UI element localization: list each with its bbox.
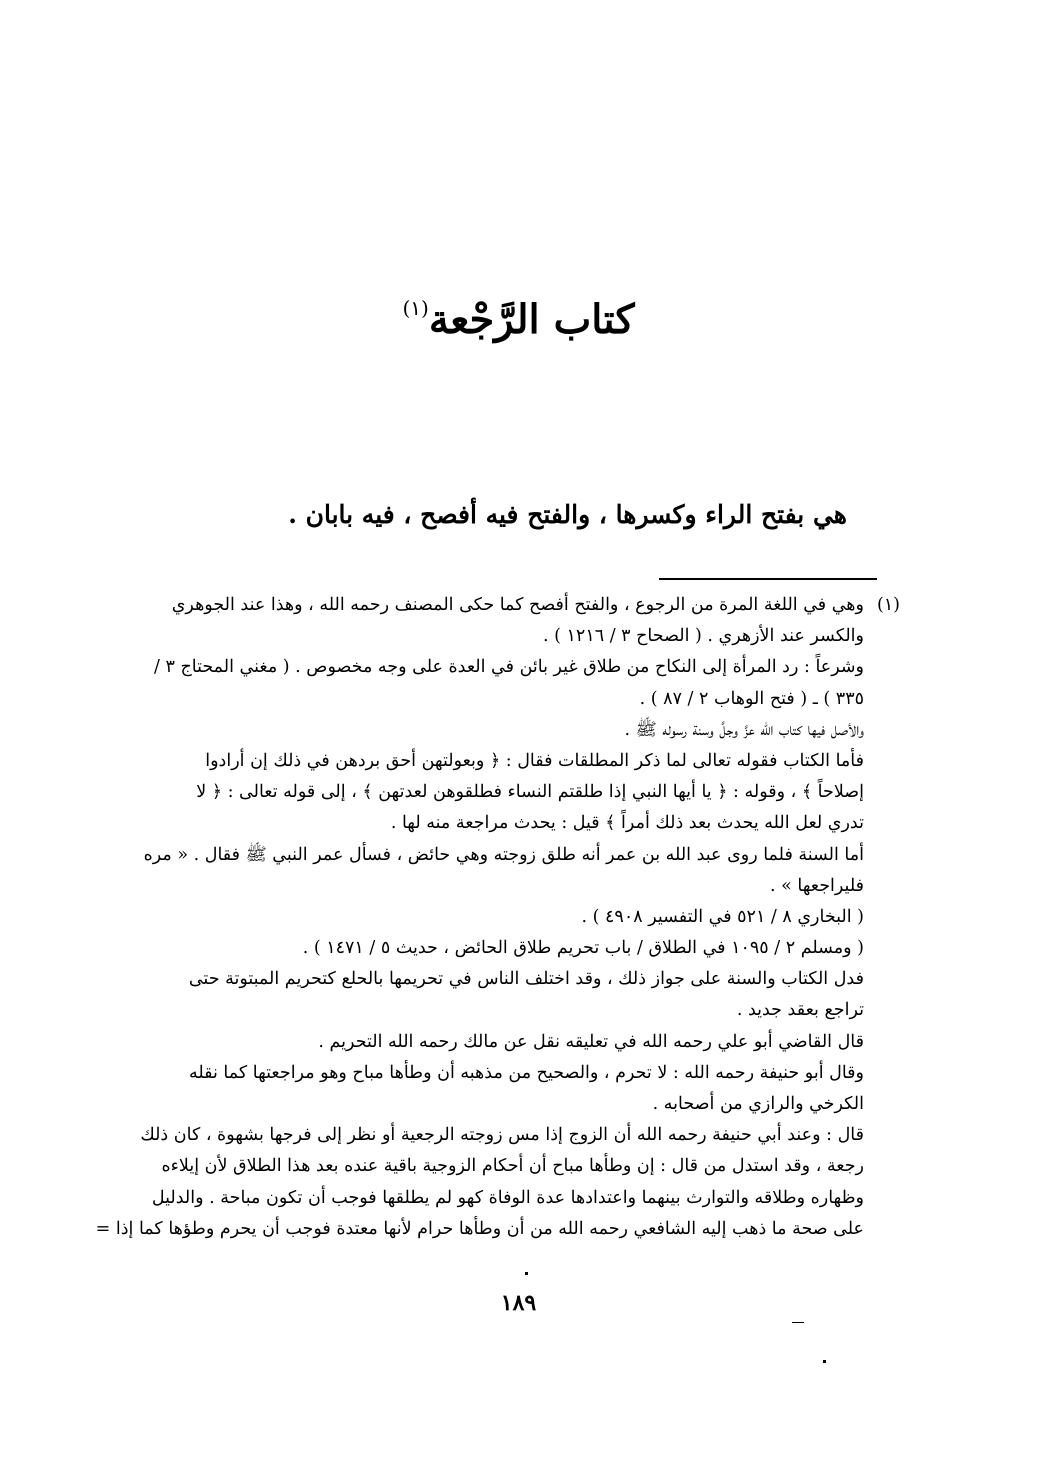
footnote-line: ٣٣٥ ) ـ ( فتح الوهاب ٢ / ٨٧ ) .	[639, 688, 864, 709]
chapter-title-text: كتاب الرَّجْعة	[428, 296, 635, 343]
footnote-line: فدل الكتاب والسنة على جواز ذلك ، وقد اختلف الناس في تحريمها بالحلع كتحريم المبتوتة حتى	[188, 969, 864, 990]
footnote-line: والأصل فيها كتاب الله عزَّ وجلَّ وسنة رسوله ﷺ .	[624, 719, 864, 740]
footnote-line: على صحة ما ذهب إليه الشافعي رحمه الله من أن وطأها حرام لأنها معتدة فوجب أن يحرم وطؤها كما إذا =	[95, 1218, 864, 1239]
footnote-line: والكسر عند الأزهري . ( الصحاح ٣ / ١٢١٦ ) .	[543, 626, 864, 647]
footnote-marker: (١)	[876, 595, 900, 615]
footnote-line: إصلاحاً ﴾ ، وقوله : ﴿ يا أيها النبي إذا طلقتم النساء فطلقوهن لعدتهن ﴾ ، إلى قوله تعالى : ﴿ لا	[196, 782, 864, 803]
intro-paragraph: هي بفتح الراء وكسرها ، والفتح فيه أفصح ، فيه بابان .	[288, 500, 847, 529]
footnote-line: تراجع بعقد جديد .	[736, 1000, 864, 1021]
footnote-line: تدري لعل الله يحدث بعد ذلك أمراً ﴾ قيل : يحدث مراجعة منه لها .	[390, 813, 864, 834]
footnote-line: (١)وهي في اللغة المرة من الرجوع ، والفتح أفصح كما حكى المصنف رحمه الله ، وهذا عند الجوهري	[165, 590, 900, 621]
page-number: ١٨٩	[500, 1290, 537, 1316]
scan-speck	[525, 1272, 528, 1275]
footnote-block	[95, 590, 900, 1245]
footnote-line: ( البخاري ٨ / ٥٢١ في التفسير ٤٩٠٨ ) .	[581, 906, 864, 927]
scan-speck	[792, 1322, 804, 1323]
footnote-line: الكرخي والرازي من أصحابه .	[652, 1094, 864, 1114]
footnote-line: ( ومسلم ٢ / ١٠٩٥ في الطلاق / باب تحريم طلاق الحائض ، حديث ٥ / ١٤٧١ ) .	[302, 938, 864, 959]
footnote-line: أما السنة فلما روى عبد الله بن عمر أنه طلق زوجته وهي حائض ، فسأل عمر النبي ﷺ فقال . « مره	[143, 844, 864, 865]
footnote-line: فأما الكتاب فقوله تعالى لما ذكر المطلقات فقال : ﴿ وبعولتهن أحق بردهن في ذلك إن أرادوا	[205, 750, 864, 771]
footnote-separator	[659, 578, 877, 580]
footnote-line: قال : وعند أبي حنيفة رحمه الله أن الزوج إذا مس زوجته الرجعية أو نظر إلى فرجها بشهوة ، كان ذلك	[140, 1125, 864, 1146]
footnote-line: فليراجعها » .	[769, 875, 864, 896]
footnote-line: وشرعاً : رد المرأة إلى النكاح من طلاق غير بائن في العدة على وجه مخصوص . ( مغني المحتاج ٣ /	[154, 657, 864, 678]
footnote-line: قال القاضي أبو علي رحمه الله في تعليقه نقل عن مالك رحمه الله التحريم .	[318, 1031, 864, 1052]
chapter-title	[0, 296, 1037, 343]
footnote-line: وقال أبو حنيفة رحمه الله : لا تحرم ، والصحيح من مذهبه أن وطأها مباح وهو مراجعتها كما نقله	[188, 1062, 864, 1083]
scan-speck	[823, 1360, 826, 1363]
title-footnote-ref: (١)	[402, 295, 429, 320]
footnote-line: وظهاره وطلاقه والتوارث بينهما واعتدادها عدة الوفاة كهو لم يطلقها فوجب أن تكون مباحة . والدليل	[151, 1187, 864, 1208]
footnote-line: رجعة ، وقد استدل من قال : إن وطأها مباح أن أحكام الزوجية باقية عنده بعد هذا الطلاق لأن إيلاءه	[161, 1156, 864, 1177]
